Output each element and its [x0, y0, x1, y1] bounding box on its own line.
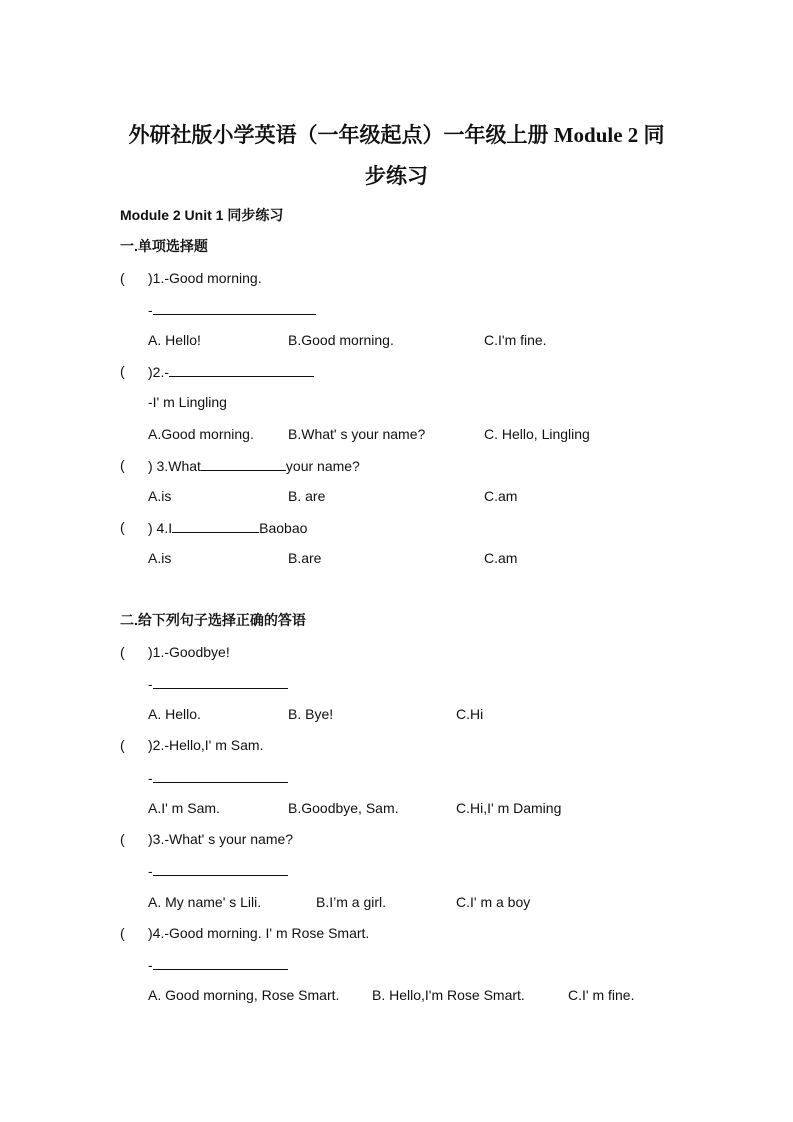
s1-q4-option-c: C.am [484, 550, 518, 566]
s1-q4-text-a: ) 4.I [148, 520, 173, 536]
s2-q3-answer-line [148, 861, 288, 880]
s2-q1-paren: ( [120, 644, 125, 660]
s2-q1-option-b: B. Bye! [288, 706, 334, 722]
s2-q1-text: )1.-Goodbye! [148, 644, 230, 660]
s2-q4-answer-line [148, 955, 288, 974]
s1-q1-paren: ( [120, 270, 125, 286]
s1-q4-paren: ( [120, 519, 125, 535]
answer-blank[interactable] [153, 674, 288, 689]
s1-q1-text: )1.-Good morning. [148, 270, 262, 286]
answer-blank[interactable] [201, 456, 286, 471]
s2-q1-dash: - [148, 676, 153, 692]
s2-q1-option-a: A. Hello. [148, 706, 201, 722]
s2-q3-paren: ( [120, 831, 125, 847]
s1-q4-line [148, 518, 307, 537]
s1-q1-option-b: B.Good morning. [288, 332, 394, 348]
section2-heading: 二.给下列句子选择正确的答语 [120, 612, 306, 628]
s1-q2-option-c: C. Hello, Lingling [484, 426, 590, 442]
s1-q3-text-b: your name? [285, 458, 360, 474]
s2-q3-option-c: C.I' m a boy [456, 894, 531, 910]
answer-blank[interactable] [153, 300, 316, 315]
s2-q2-text: )2.-Hello,I' m Sam. [148, 737, 264, 753]
s2-q4-option-a: A. Good morning, Rose Smart. [148, 987, 340, 1003]
s1-q1-option-a: A. Hello! [148, 332, 201, 348]
s2-q2-option-c: C.Hi,I' m Daming [456, 800, 562, 816]
s1-q1-dash: - [148, 302, 153, 318]
section1-heading: 一.单项选择题 [120, 238, 208, 254]
s1-q2-paren: ( [120, 363, 125, 379]
s1-q1-option-c: C.I'm fine. [484, 332, 547, 348]
s1-q2-text: )2.- [148, 364, 169, 380]
s2-q3-option-b: B.I’m a girl. [316, 894, 387, 910]
unit-heading: Module 2 Unit 1 同步练习 [120, 207, 284, 223]
s1-q3-paren: ( [120, 457, 125, 473]
s2-q2-answer-line [148, 768, 288, 787]
s2-q2-option-a: A.I' m Sam. [148, 800, 220, 816]
s2-q1-option-c: C.Hi [456, 706, 484, 722]
document-title-line1: 外研社版小学英语（一年级起点）一年级上册 Module 2 同 [128, 123, 665, 147]
answer-blank[interactable] [172, 518, 259, 533]
s2-q3-dash: - [148, 863, 153, 879]
s2-q4-paren: ( [120, 925, 125, 941]
s1-q3-text-a: ) 3.What [148, 458, 201, 474]
s1-q4-option-a: A.is [148, 550, 172, 566]
s2-q4-option-c: C.I' m fine. [568, 987, 635, 1003]
s2-q4-text: )4.-Good morning. I' m Rose Smart. [148, 925, 370, 941]
s1-q3-option-b: B. are [288, 488, 326, 504]
answer-blank[interactable] [153, 861, 288, 876]
s2-q2-dash: - [148, 770, 153, 786]
s1-q3-option-c: C.am [484, 488, 518, 504]
s2-q2-paren: ( [120, 737, 125, 753]
s1-q1-answer-line [148, 300, 316, 319]
s2-q4-option-b: B. Hello,I'm Rose Smart. [372, 987, 525, 1003]
answer-blank[interactable] [169, 362, 314, 377]
s2-q2-option-b: B.Goodbye, Sam. [288, 800, 399, 816]
s2-q4-dash: - [148, 957, 153, 973]
s2-q3-option-a: A. My name' s Lili. [148, 894, 262, 910]
s1-q3-option-a: A.is [148, 488, 172, 504]
s2-q3-text: )3.-What' s your name? [148, 831, 294, 847]
answer-blank[interactable] [153, 955, 288, 970]
s2-q1-answer-line [148, 674, 288, 693]
s1-q3-line [148, 456, 360, 475]
document-title-line2: 步练习 [365, 164, 428, 188]
s1-q2-option-b: B.What' s your name? [288, 426, 426, 442]
answer-blank[interactable] [153, 768, 288, 783]
s1-q2-option-a: A.Good morning. [148, 426, 254, 442]
s1-q4-text-b: Baobao [259, 520, 308, 536]
s1-q2-line [148, 362, 314, 381]
s1-q2-answer: -I' m Lingling [148, 394, 227, 410]
s1-q4-option-b: B.are [288, 550, 322, 566]
